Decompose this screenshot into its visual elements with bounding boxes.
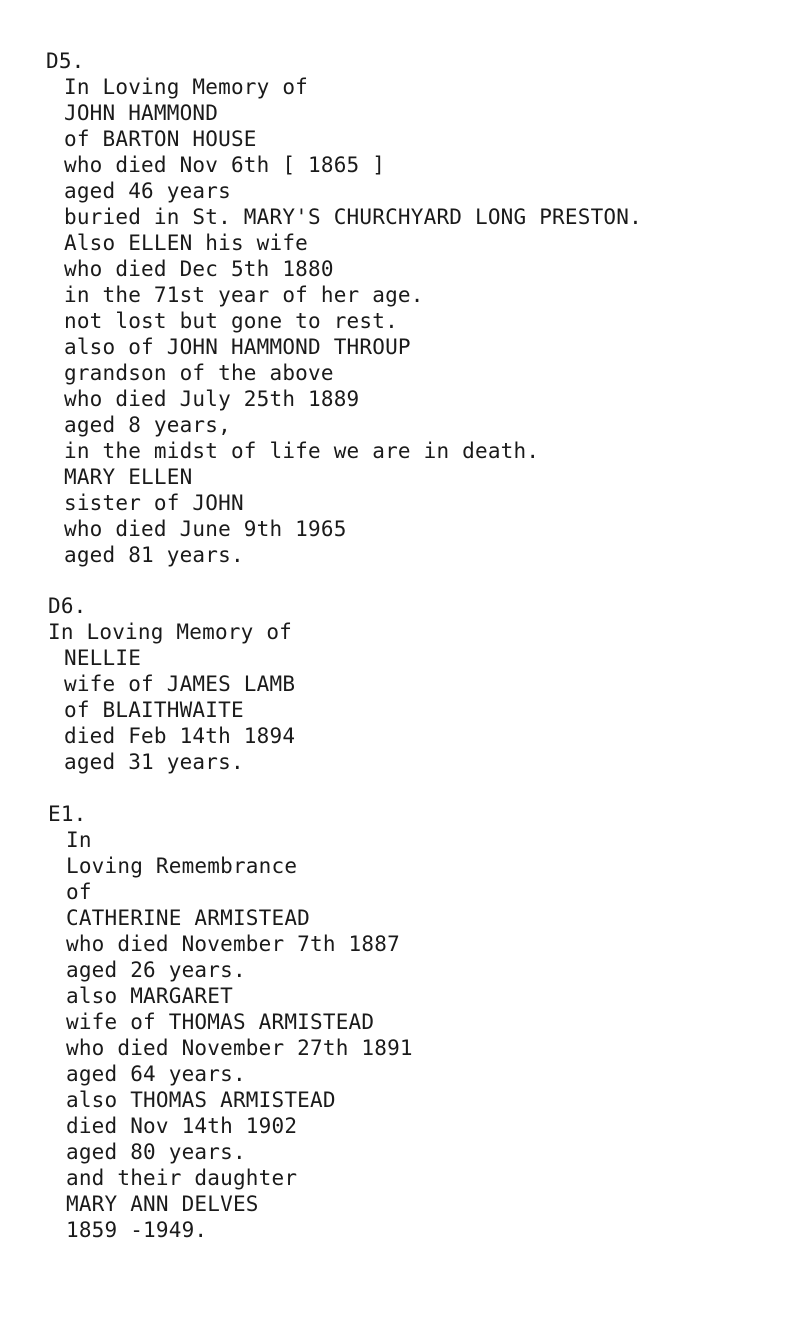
inscription-line: grandson of the above — [64, 361, 334, 385]
inscription-line: CATHERINE ARMISTEAD — [66, 906, 311, 930]
inscription-line: who died July 25th 1889 — [64, 387, 360, 411]
entry-code: D6. — [48, 594, 87, 618]
inscription-line: wife of JAMES LAMB — [64, 672, 296, 696]
inscription-line: NELLIE — [64, 646, 142, 670]
inscription-line: who died November 7th 1887 — [66, 932, 400, 956]
inscription-line: aged 64 years. — [66, 1062, 246, 1086]
inscription-line: also MARGARET — [66, 984, 233, 1008]
inscription-line: 1859 -1949. — [66, 1218, 208, 1242]
inscription-line: who died Dec 5th 1880 — [64, 257, 334, 281]
inscription-line: aged 46 years — [64, 179, 231, 203]
inscription-line: Loving Remembrance — [66, 854, 298, 878]
entry-code: D5. — [46, 49, 85, 73]
inscription-line: aged 26 years. — [66, 958, 246, 982]
inscription-line: of — [66, 880, 92, 904]
inscription-line: MARY ELLEN — [64, 465, 193, 489]
inscription-line: also of JOHN HAMMOND THROUP — [64, 335, 411, 359]
inscription-line: aged 81 years. — [64, 543, 244, 567]
inscription-line: JOHN HAMMOND — [64, 101, 219, 125]
inscription-line: In — [66, 828, 92, 852]
inscription-line: In Loving Memory of — [64, 75, 309, 99]
inscription-line: and their daughter — [66, 1166, 298, 1190]
inscription-line: of BARTON HOUSE — [64, 127, 257, 151]
inscription-line: Also ELLEN his wife — [64, 231, 309, 255]
inscription-line: of BLAITHWAITE — [64, 698, 244, 722]
entry-code: E1. — [48, 802, 87, 826]
inscription-line: aged 31 years. — [64, 750, 244, 774]
inscription-line: buried in St. MARY'S CHURCHYARD LONG PRESTON. — [64, 205, 642, 229]
inscription-line: also THOMAS ARMISTEAD — [66, 1088, 336, 1112]
inscription-line: aged 8 years, — [64, 413, 231, 437]
inscription-line: who died November 27th 1891 — [66, 1036, 413, 1060]
inscription-line: wife of THOMAS ARMISTEAD — [66, 1010, 375, 1034]
inscription-line: died Feb 14th 1894 — [64, 724, 296, 748]
inscription-line: in the midst of life we are in death. — [64, 439, 540, 463]
inscription-line: died Nov 14th 1902 — [66, 1114, 298, 1138]
inscription-line: who died June 9th 1965 — [64, 517, 347, 541]
inscription-line: aged 80 years. — [66, 1140, 246, 1164]
inscription-line: not lost but gone to rest. — [64, 309, 398, 333]
inscription-line: in the 71st year of her age. — [64, 283, 424, 307]
inscription-line: In Loving Memory of — [48, 620, 293, 644]
inscription-line: who died Nov 6th [ 1865 ] — [64, 153, 386, 177]
inscription-line: MARY ANN DELVES — [66, 1192, 259, 1216]
inscription-line: sister of JOHN — [64, 491, 244, 515]
